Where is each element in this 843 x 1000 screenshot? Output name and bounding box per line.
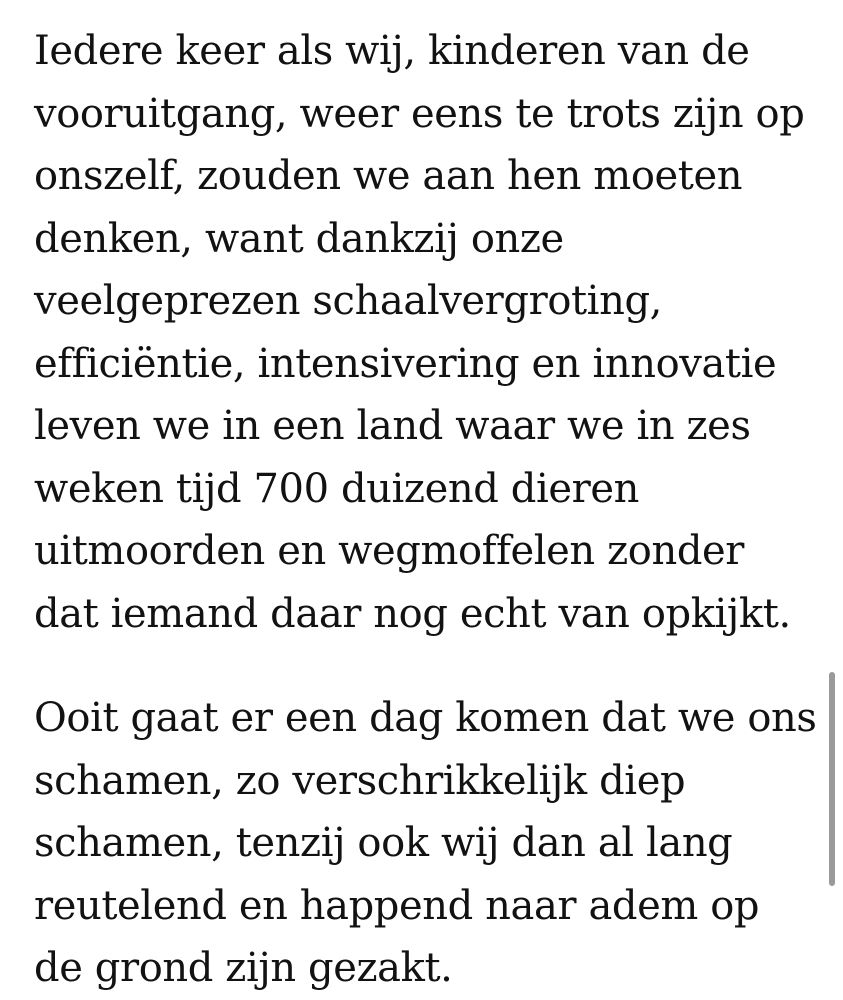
text-line: dat iemand daar nog echt van opkijkt. [34,590,791,637]
paragraph-1 [34,20,824,645]
paragraph-2 [34,687,824,1000]
text-line: Ooit gaat er een dag komen dat we ons [34,695,817,741]
text-line: veelgeprezen schaalvergroting, [34,278,662,324]
scrollbar-thumb[interactable] [829,672,835,886]
text-line: vooruitgang, weer eens te trots zijn op [34,90,805,137]
text-line: schamen, zo verschrikkelijk diep [34,757,686,804]
article-body [34,20,824,1000]
text-line: uitmoorden en wegmoffelen zonder [34,528,745,574]
text-line: de grond zijn gezakt. [34,945,453,991]
text-line: leven we in een land waar we in zes [34,403,751,449]
text-line: reutelend en happend naar adem op [34,882,760,929]
text-line: denken, want dankzij onze [34,215,564,262]
text-line: schamen, tenzij ook wij dan al lang [34,820,733,866]
text-line: efficiëntie, intensivering en innovatie [34,340,777,387]
text-line: Iedere keer als wij, kinderen van de [34,28,750,74]
text-line: onszelf, zouden we aan hen moeten [34,153,743,199]
text-line: weken tijd 700 duizend dieren [34,465,639,512]
